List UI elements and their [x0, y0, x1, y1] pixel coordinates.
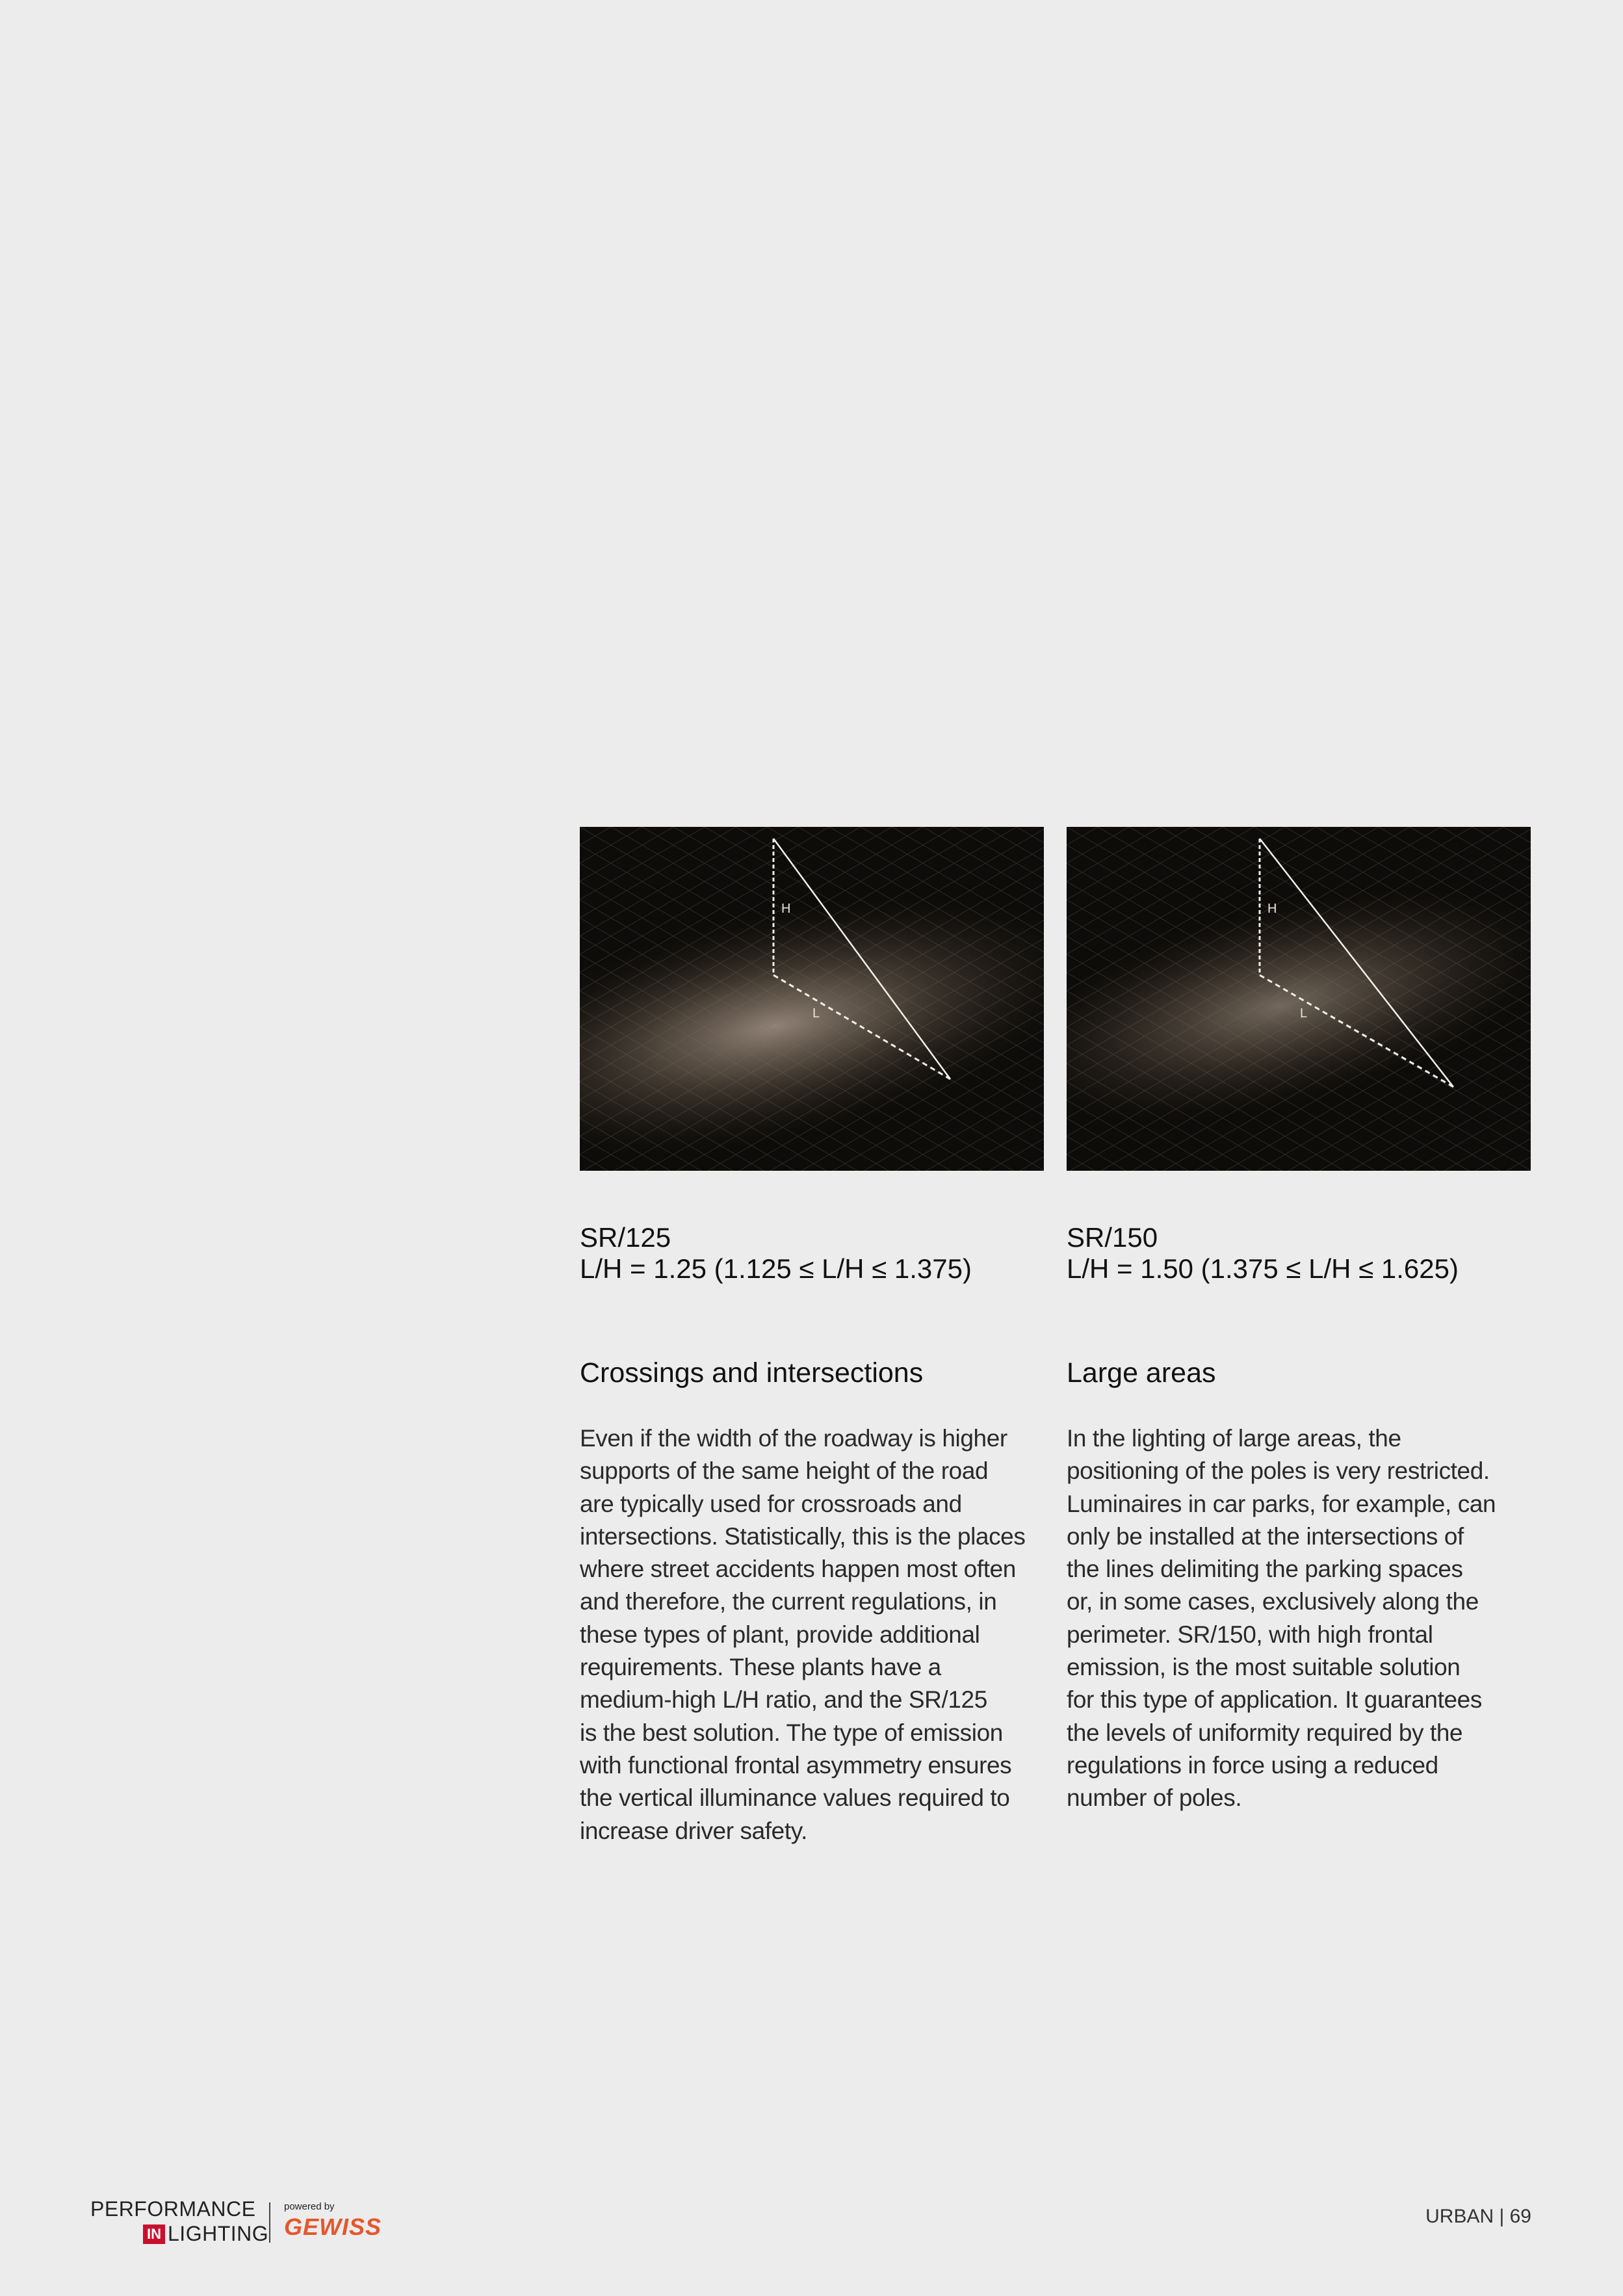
text-line: only be installed at the intersections of	[1067, 1522, 1464, 1550]
text-line: requirements. These plants have a	[580, 1654, 941, 1681]
height-label: H	[1267, 902, 1277, 916]
text-line: perimeter. SR/150, with high frontal	[1067, 1621, 1433, 1648]
text-line: for this type of application. It guarantees	[1067, 1686, 1482, 1714]
text-line: are typically used for crossroads and	[580, 1490, 962, 1517]
text-line: regulations in force using a reduced	[1067, 1751, 1438, 1779]
figure-sr150	[1067, 827, 1531, 1171]
logo-divider	[269, 2202, 270, 2243]
text-line: with functional frontal asymmetry ensures	[580, 1751, 1012, 1779]
heading-crossings: Crossings and intersections	[580, 1357, 924, 1389]
text-line: the levels of uniformity required by the	[1067, 1719, 1463, 1746]
text-line: where street accidents happen most often	[580, 1556, 1016, 1583]
text-line: supports of the same height of the road	[580, 1457, 989, 1485]
text-line: number of poles.	[1067, 1784, 1242, 1812]
length-label: L	[812, 1006, 820, 1021]
height-label: H	[781, 902, 791, 916]
body-text-large-areas	[1067, 1422, 1540, 1815]
text-line: the lines delimiting the parking spaces	[1067, 1556, 1463, 1583]
text-line: Even if the width of the roadway is higher	[580, 1425, 1007, 1452]
text-line: the vertical illuminance values required to	[580, 1784, 1010, 1812]
heading-large-areas: Large areas	[1067, 1357, 1216, 1389]
ratio-sr150: L/H = 1.50 (1.375 ≤ L/H ≤ 1.625)	[1067, 1253, 1459, 1284]
logo-in-badge: IN	[143, 2224, 165, 2244]
light-distribution-diagram-sr150	[1067, 827, 1531, 1171]
text-line: and therefore, the current regulations, in	[580, 1588, 997, 1615]
gewiss-brand: GEWISS	[284, 2213, 382, 2240]
text-line: these types of plant, provide additional	[580, 1621, 980, 1648]
figure-sr125	[580, 827, 1044, 1171]
footer-logo	[90, 2197, 389, 2249]
light-distribution-diagram-sr125	[580, 827, 1044, 1171]
text-line: intersections. Statistically, this is the places	[580, 1522, 1026, 1550]
ratio-sr125: L/H = 1.25 (1.125 ≤ L/H ≤ 1.375)	[580, 1253, 972, 1284]
text-line: is the best solution. The type of emission	[580, 1719, 1003, 1746]
length-label: L	[1300, 1006, 1308, 1021]
text-line: medium-high L/H ratio, and the SR/125	[580, 1686, 987, 1714]
text-line: or, in some cases, exclusively along the	[1067, 1588, 1479, 1615]
logo-lighting-text: LIGHTING	[168, 2222, 269, 2245]
text-line: Luminaires in car parks, for example, can	[1067, 1490, 1496, 1517]
optic-code-sr150: SR/150	[1067, 1222, 1158, 1253]
powered-by-text: powered by	[284, 2201, 335, 2212]
text-line: positioning of the poles is very restricted.	[1067, 1457, 1490, 1485]
text-line: In the lighting of large areas, the	[1067, 1425, 1401, 1452]
logo-performance-text: PERFORMANCE	[90, 2197, 256, 2221]
text-line: emission, is the most suitable solution	[1067, 1654, 1461, 1681]
optic-code-sr125: SR/125	[580, 1222, 671, 1253]
page-number: URBAN | 69	[1425, 2206, 1531, 2227]
body-text-crossings	[580, 1422, 1053, 1847]
text-line: increase driver safety.	[580, 1817, 807, 1844]
